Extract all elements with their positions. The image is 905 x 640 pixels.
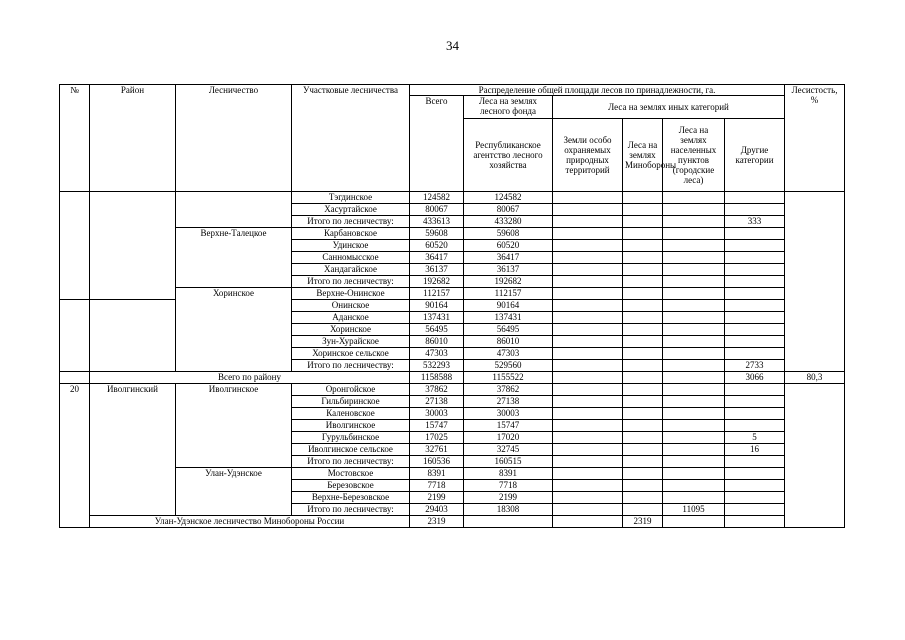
cell-total: 36137 [410, 264, 464, 276]
cell-defense [623, 240, 663, 252]
cell-forest-fund: 15747 [464, 420, 553, 432]
cell-forest-cover [785, 384, 845, 528]
cell-total: 2199 [410, 492, 464, 504]
cell-protected [553, 396, 623, 408]
cell-total: 433613 [410, 216, 464, 228]
header-district: Район [90, 85, 176, 192]
cell-forest-fund: 32745 [464, 444, 553, 456]
cell-total: 192682 [410, 276, 464, 288]
cell-other: 16 [725, 444, 785, 456]
cell-protected [553, 384, 623, 396]
cell-total: 137431 [410, 312, 464, 324]
cell-sub-forestry: Аданское [292, 312, 410, 324]
cell-settlements [663, 204, 725, 216]
cell-defense [623, 384, 663, 396]
cell-other [725, 468, 785, 480]
cell-defense [623, 312, 663, 324]
cell-total: 112157 [410, 288, 464, 300]
cell-forest-fund: 30003 [464, 408, 553, 420]
cell-district: Иволгинский [90, 384, 176, 516]
cell-settlements [663, 348, 725, 360]
cell-defense [623, 228, 663, 240]
cell-settlements [663, 252, 725, 264]
cell-other [725, 516, 785, 528]
cell-protected [553, 216, 623, 228]
cell-forest-cover: 80,3 [785, 372, 845, 384]
cell-protected [553, 252, 623, 264]
cell-settlements [663, 444, 725, 456]
cell-district [90, 300, 176, 372]
cell-defense [623, 480, 663, 492]
cell-other: 5 [725, 432, 785, 444]
cell-defense [623, 264, 663, 276]
cell-other [725, 312, 785, 324]
cell-total: 532293 [410, 360, 464, 372]
cell-settlements [663, 324, 725, 336]
cell-protected [553, 288, 623, 300]
cell-total: 30003 [410, 408, 464, 420]
cell-other [725, 456, 785, 468]
cell-sub-forestry: Итого по лесничеству: [292, 504, 410, 516]
cell-other [725, 504, 785, 516]
cell-total: 59608 [410, 228, 464, 240]
cell-defense [623, 420, 663, 432]
cell-protected [553, 324, 623, 336]
cell-protected [553, 372, 623, 384]
cell-protected [553, 300, 623, 312]
cell-protected [553, 360, 623, 372]
cell-forest-fund: 112157 [464, 288, 553, 300]
cell-no [60, 300, 90, 372]
cell-forest-fund: 27138 [464, 396, 553, 408]
cell-sub-forestry: Тэгдинское [292, 192, 410, 204]
cell-settlements [663, 384, 725, 396]
cell-forest-fund: 36137 [464, 264, 553, 276]
cell-sub-forestry: Каленовское [292, 408, 410, 420]
cell-total: 8391 [410, 468, 464, 480]
cell-forestry: Иволгинское [176, 384, 292, 468]
header-agency: Республиканское агентство лесного хозяйства [464, 119, 553, 192]
cell-defense [623, 396, 663, 408]
page-number: 34 [446, 38, 459, 53]
header-forestry: Лесничество [176, 85, 292, 192]
cell-sub-forestry: Верхне-Березовское [292, 492, 410, 504]
cell-forest-fund [464, 516, 553, 528]
cell-protected [553, 228, 623, 240]
cell-sub-forestry: Хасуртайское [292, 204, 410, 216]
cell-protected [553, 240, 623, 252]
cell-defense [623, 432, 663, 444]
cell-protected [553, 504, 623, 516]
district-total-label: Всего по району [90, 372, 410, 384]
cell-forest-fund: 18308 [464, 504, 553, 516]
cell-total: 47303 [410, 348, 464, 360]
cell-defense [623, 276, 663, 288]
cell-other: 3066 [725, 372, 785, 384]
cell-protected [553, 492, 623, 504]
cell-defense [623, 300, 663, 312]
cell-sub-forestry: Зун-Хурайское [292, 336, 410, 348]
cell-no [60, 192, 90, 300]
cell-settlements [663, 276, 725, 288]
cell-total: 7718 [410, 480, 464, 492]
cell-total: 15747 [410, 420, 464, 432]
cell-protected [553, 312, 623, 324]
cell-protected [553, 468, 623, 480]
cell-total: 56495 [410, 324, 464, 336]
cell-defense [623, 216, 663, 228]
cell-protected [553, 264, 623, 276]
cell-settlements [663, 420, 725, 432]
cell-total: 29403 [410, 504, 464, 516]
cell-total: 32761 [410, 444, 464, 456]
cell-forest-fund: 8391 [464, 468, 553, 480]
cell-settlements [663, 216, 725, 228]
cell-other [725, 336, 785, 348]
cell-settlements [663, 516, 725, 528]
cell-settlements [663, 492, 725, 504]
cell-forest-fund: 124582 [464, 192, 553, 204]
cell-forest-fund: 529560 [464, 360, 553, 372]
cell-settlements [663, 312, 725, 324]
cell-forest-fund: 2199 [464, 492, 553, 504]
cell-forest-fund: 7718 [464, 480, 553, 492]
cell-forest-fund: 160515 [464, 456, 553, 468]
header-settlements: Леса на землях населенных пунктов (городские леса) [663, 119, 725, 192]
cell-district [90, 192, 176, 300]
cell-defense [623, 252, 663, 264]
cell-sub-forestry: Иволгинское сельское [292, 444, 410, 456]
cell-sub-forestry: Хоринское [292, 324, 410, 336]
cell-other [725, 492, 785, 504]
cell-other [725, 228, 785, 240]
cell-total: 90164 [410, 300, 464, 312]
cell-other: 333 [725, 216, 785, 228]
header-sub-forestry: Участковые лесничества [292, 85, 410, 192]
cell-sub-forestry: Березовское [292, 480, 410, 492]
cell-forest-fund: 86010 [464, 336, 553, 348]
cell-forestry [176, 192, 292, 228]
cell-protected [553, 204, 623, 216]
cell-forestry: Верхне-Талецкое [176, 228, 292, 288]
cell-forest-fund: 56495 [464, 324, 553, 336]
cell-sub-forestry: Верхне-Онинское [292, 288, 410, 300]
header-other: Другие категории [725, 119, 785, 192]
cell-total: 86010 [410, 336, 464, 348]
cell-settlements [663, 408, 725, 420]
cell-total: 27138 [410, 396, 464, 408]
cell-other [725, 276, 785, 288]
cell-forest-fund: 192682 [464, 276, 553, 288]
cell-defense [623, 504, 663, 516]
cell-sub-forestry: Итого по лесничеству: [292, 276, 410, 288]
cell-protected [553, 480, 623, 492]
cell-settlements [663, 240, 725, 252]
cell-defense [623, 456, 663, 468]
header-no: № [60, 85, 90, 192]
cell-other [725, 204, 785, 216]
cell-total: 1158588 [410, 372, 464, 384]
cell-forest-fund: 17020 [464, 432, 553, 444]
cell-other: 2733 [725, 360, 785, 372]
cell-total: 37862 [410, 384, 464, 396]
cell-sub-forestry: Онинское [292, 300, 410, 312]
cell-other [725, 288, 785, 300]
cell-defense: 2319 [623, 516, 663, 528]
cell-defense [623, 408, 663, 420]
cell-other [725, 324, 785, 336]
cell-settlements [663, 468, 725, 480]
cell-settlements: 11095 [663, 504, 725, 516]
cell-sub-forestry: Иволгинское [292, 420, 410, 432]
cell-total: 17025 [410, 432, 464, 444]
cell-protected [553, 420, 623, 432]
cell-sub-forestry: Оронгойское [292, 384, 410, 396]
cell-settlements [663, 360, 725, 372]
cell-sub-forestry: Гурульбинское [292, 432, 410, 444]
cell-total: 80067 [410, 204, 464, 216]
cell-other [725, 264, 785, 276]
cell-settlements [663, 228, 725, 240]
header-protected: Земли особо охраняемых природных территорий [553, 119, 623, 192]
cell-forest-fund: 433280 [464, 216, 553, 228]
cell-settlements [663, 456, 725, 468]
cell-sub-forestry: Гильбиринское [292, 396, 410, 408]
cell-sub-forestry: Хандагайское [292, 264, 410, 276]
cell-protected [553, 432, 623, 444]
cell-settlements [663, 300, 725, 312]
cell-sub-forestry: Удинское [292, 240, 410, 252]
cell-other [725, 384, 785, 396]
cell-protected [553, 408, 623, 420]
cell-protected [553, 444, 623, 456]
cell-forest-fund: 60520 [464, 240, 553, 252]
cell-defense [623, 492, 663, 504]
cell-settlements [663, 288, 725, 300]
cell-protected [553, 516, 623, 528]
cell-forest-fund: 37862 [464, 384, 553, 396]
cell-defense [623, 372, 663, 384]
cell-settlements [663, 480, 725, 492]
cell-protected [553, 276, 623, 288]
cell-other [725, 300, 785, 312]
cell-defense [623, 360, 663, 372]
cell-sub-forestry: Итого по лесничеству: [292, 360, 410, 372]
cell-other [725, 396, 785, 408]
cell-forest-fund: 47303 [464, 348, 553, 360]
cell-sub-forestry: Санномысское [292, 252, 410, 264]
cell-other [725, 240, 785, 252]
cell-settlements [663, 192, 725, 204]
cell-defense [623, 444, 663, 456]
cell-defense [623, 192, 663, 204]
header-distribution: Распределение общей площади лесов по принадлежности, га. [410, 85, 785, 96]
cell-other [725, 252, 785, 264]
cell-defense [623, 204, 663, 216]
cell-settlements [663, 372, 725, 384]
cell-total: 36417 [410, 252, 464, 264]
header-total: Всего [410, 96, 464, 192]
cell-forestry: Улан-Удэнское [176, 468, 292, 516]
cell-defense [623, 336, 663, 348]
cell-forest-fund: 90164 [464, 300, 553, 312]
cell-other [725, 480, 785, 492]
cell-settlements [663, 432, 725, 444]
cell-protected [553, 192, 623, 204]
cell-total: 160536 [410, 456, 464, 468]
cell-forest-fund: 137431 [464, 312, 553, 324]
cell-no: 20 [60, 384, 90, 528]
cell-forest-cover [785, 192, 845, 372]
cell-sub-forestry: Карбановское [292, 228, 410, 240]
cell-sub-forestry: Мостовское [292, 468, 410, 480]
cell-settlements [663, 396, 725, 408]
header-other-categories: Леса на землях иных категорий [553, 96, 785, 119]
cell-forest-fund: 80067 [464, 204, 553, 216]
header-defense: Леса на землях Минобороны [623, 119, 663, 192]
cell-defense [623, 468, 663, 480]
cell-settlements [663, 264, 725, 276]
cell-defense [623, 348, 663, 360]
cell-forest-fund: 1155522 [464, 372, 553, 384]
cell-settlements [663, 336, 725, 348]
header-forest-fund: Леса на землях лесного фонда [464, 96, 553, 119]
header-forest-cover: Лесистость, % [785, 85, 845, 192]
cell-sub-forestry: Хоринское сельское [292, 348, 410, 360]
cell-total: 60520 [410, 240, 464, 252]
cell-other [725, 348, 785, 360]
cell-other [725, 408, 785, 420]
cell-other [725, 192, 785, 204]
defense-forestry-label: Улан-Удэнское лесничество Минобороны России [90, 516, 410, 528]
forest-distribution-table [59, 84, 845, 528]
cell-defense [623, 324, 663, 336]
cell-defense [623, 288, 663, 300]
cell-forest-fund: 59608 [464, 228, 553, 240]
cell-total: 124582 [410, 192, 464, 204]
cell-other [725, 420, 785, 432]
cell-forestry: Хоринское [176, 288, 292, 372]
cell-forest-fund: 36417 [464, 252, 553, 264]
cell-protected [553, 336, 623, 348]
cell-no [60, 372, 90, 384]
cell-sub-forestry: Итого по лесничеству: [292, 456, 410, 468]
cell-total: 2319 [410, 516, 464, 528]
cell-protected [553, 348, 623, 360]
cell-protected [553, 456, 623, 468]
cell-sub-forestry: Итого по лесничеству: [292, 216, 410, 228]
